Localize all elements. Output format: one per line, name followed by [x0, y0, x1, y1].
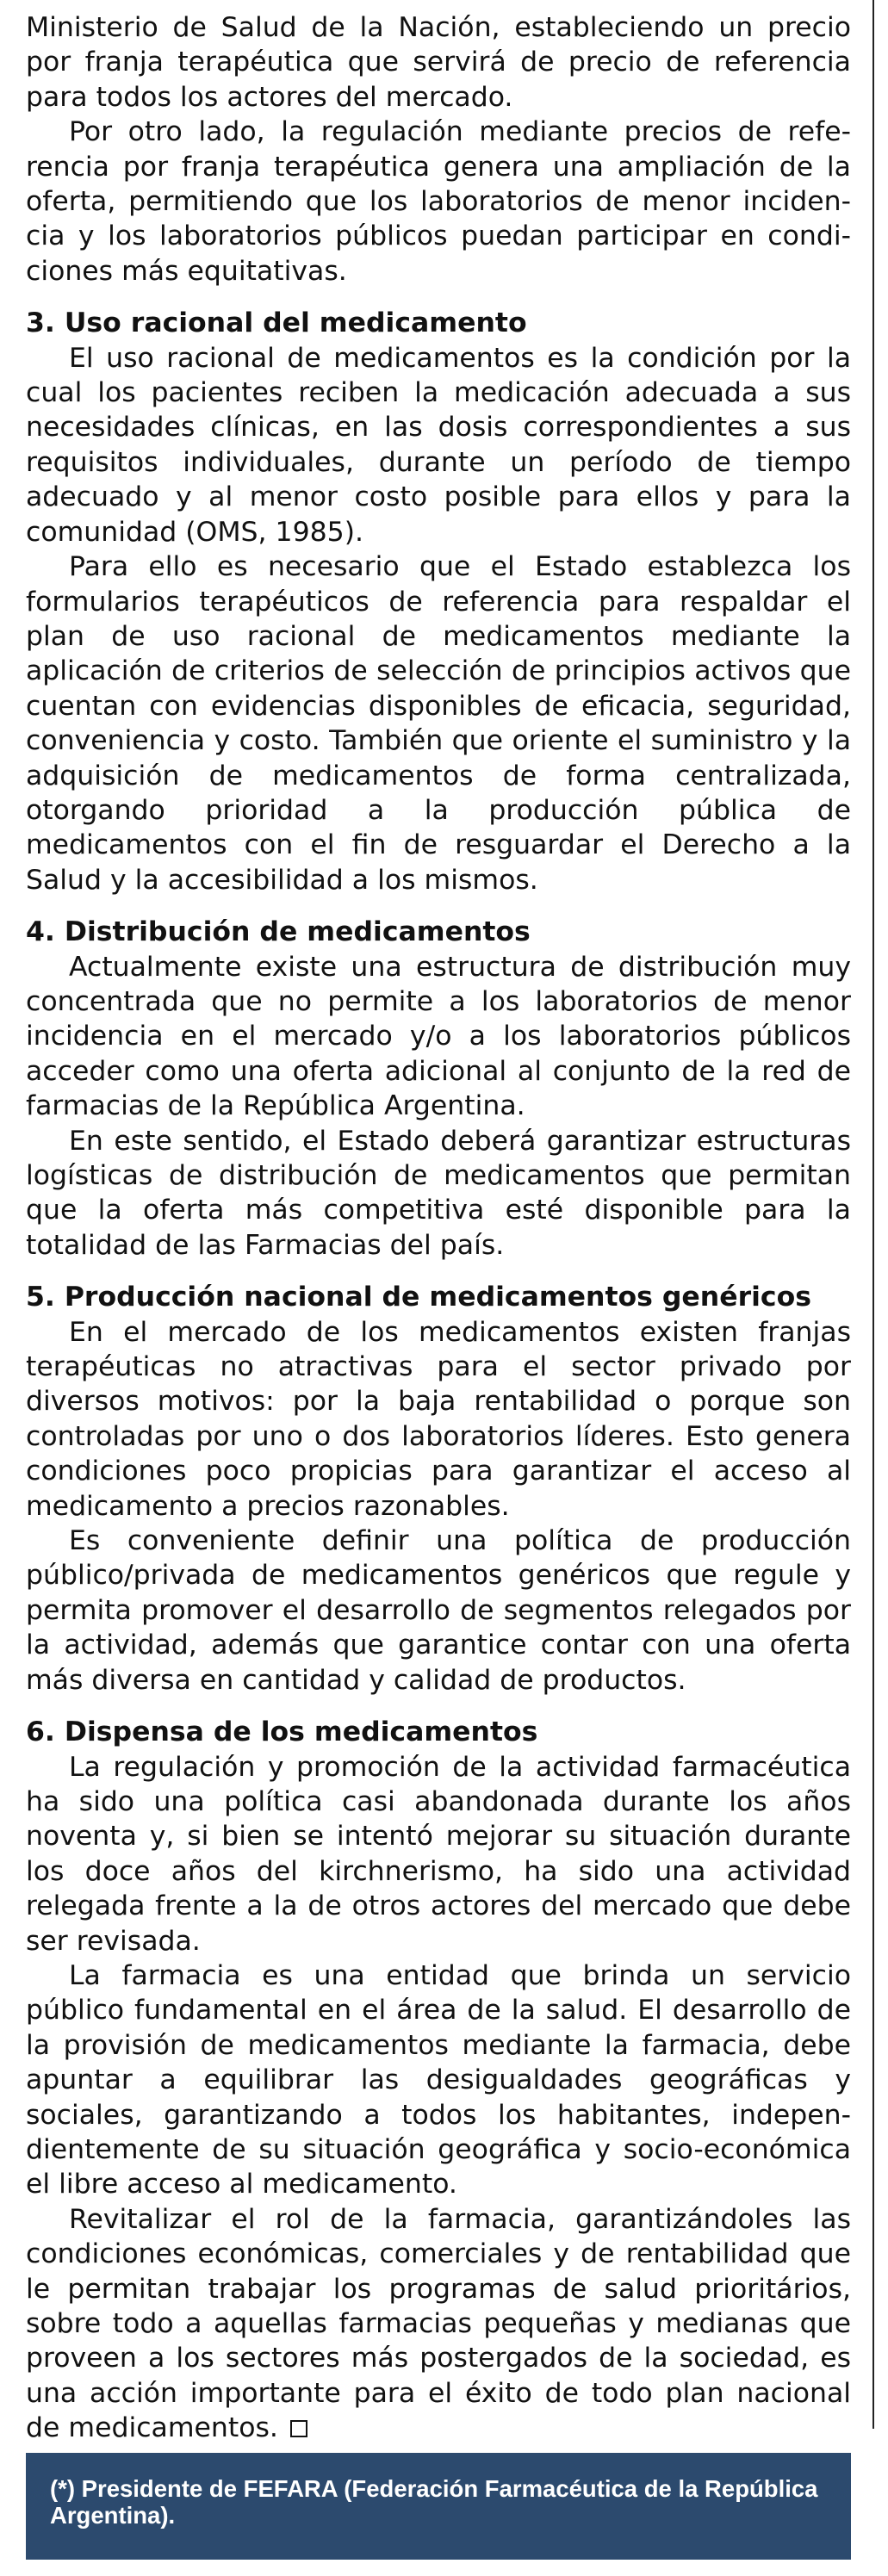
section-paragraph: La farmacia es una entidad que brinda un servicio público fundamental en el área de la salud. El desarrollo de la provisión de medicamentos mediante la farmacia, debe apuntar a equilibrar las desigualdades geográficas y sociales, garantizando a todos los habitantes, independientemente de su situación geográfica y socio-económica el libre acceso al medicamento.	[26, 1959, 851, 2200]
section-distribucion	[26, 915, 851, 1263]
column-divider	[872, 0, 874, 2429]
closing-paragraph-text: Revitalizar el rol de la farmacia, garantizándoles las condiciones económicas, comerciales y de rentabilidad que le permitan trabajar los programas de salud prioritários, sobre todo a aquellas farmacias pequeñas y medianas que proveen a los sectores más postergados de la sociedad, es una acción importante para el éxito de todo plan nacional de medicamentos.	[26, 2203, 851, 2444]
section-produccion	[26, 1280, 851, 1698]
intro-paragraph: Ministerio de Salud de la Nación, estableciendo un precio por franja terapéutica que servirá de precio de referencia para todos los actores del mercado.	[26, 12, 851, 113]
section-paragraph-last	[26, 2202, 851, 2446]
section-paragraph: Es conveniente definir una política de producción público/privada de medicamentos genéricos que regule y permita promover el desarrollo de segmentos relegados por la actividad, además que garantice contar con una oferta más diversa en cantidad y calidad de productos.	[26, 1525, 851, 1696]
section-paragraph: En este sentido, el Estado deberá garantizar estructuras logísticas de distribución de medicamentos que permitan que la oferta más competitiva esté disponible para la totalidad de las Farmacias del país.	[26, 1125, 851, 1261]
section-dispensa	[26, 1715, 851, 2446]
intro-paragraph: Por otro lado, la regulación mediante precios de referencia por franja terapéutica genera una ampliación de la oferta, permitiendo que los laboratorios de menor incidencia y los laboratorios públicos puedan participar en condiciones más equitativas.	[26, 116, 851, 287]
section-heading: 6. Dispensa de los medicamentos	[26, 1716, 538, 1748]
article-body	[26, 10, 851, 2446]
section-paragraph: La regulación y promoción de la actividad farmacéutica ha sido una política casi abandonada durante los años noventa y, si bien se intentó mejorar su situación durante los doce años del kirchnerismo, ha sido una actividad relegada frente a la de otros actores del mercado que debe ser revisada.	[26, 1751, 851, 1957]
section-paragraph: En el mercado de los medicamentos existen franjas terapéuticas no atractivas para el sector privado por diversos motivos: por la baja rentabilidad o porque son controladas por uno o dos laboratorios líderes. Esto genera condiciones poco propicias para garantizar el acceso al medicamento a precios razonables.	[26, 1316, 851, 1522]
section-heading: 5. Producción nacional de medicamentos genéricos	[26, 1282, 811, 1313]
section-paragraph: Actualmente existe una estructura de distribución muy concentrada que no permite a los laboratorios de menor incidencia en el mercado y/o a los laboratorios públicos acceder como una oferta adicional al conjunto de la red de farmacias de la República Argentina.	[26, 951, 851, 1122]
author-footnote: (*) Presidente de FEFARA (Federación Farmacéutica de la República Argentina).	[50, 2475, 818, 2529]
end-of-article-square-icon	[290, 2420, 307, 2437]
section-paragraph: El uso racional de medicamentos es la condición por la cual los pacientes reciben la medicación adecuada a sus necesidades clínicas, en las dosis correspondientes a sus requisitos individuales, durante un período de tiempo adecuado y al menor costo posible para ellos y para la comunidad (OMS, 1985).	[26, 342, 851, 548]
section-heading: 4. Distribución de medicamentos	[26, 916, 531, 948]
section-uso-racional	[26, 306, 851, 897]
author-footnote-box	[26, 2453, 851, 2560]
section-heading: 3. Uso racional del medicamento	[26, 307, 527, 339]
section-paragraph: Para ello es necesario que el Estado establezca los formularios terapéuticos de referencia para respaldar el plan de uso racional de medicamentos mediante la aplicación de criterios de selección de principios activos que cuentan con evidencias disponibles de eficacia, seguridad, conveniencia y costo. También que oriente el suministro y la adquisición de medicamentos de forma centralizada, otorgando prioridad a la producción pública de medicamentos con el fin de resguardar el Derecho a la Salud y la accesibilidad a los mismos.	[26, 551, 851, 896]
